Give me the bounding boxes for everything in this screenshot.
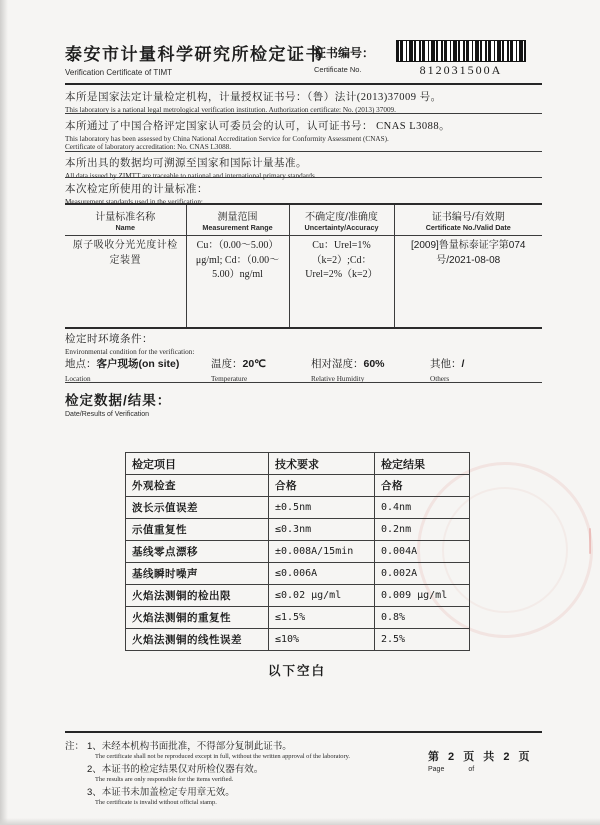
page-word: Page bbox=[428, 766, 445, 773]
environment-heading-cn: 检定时环境条件： bbox=[65, 334, 153, 345]
result-cell: 2.5% bbox=[375, 629, 470, 651]
environment-temperature bbox=[211, 354, 266, 383]
col-label-en: Name bbox=[115, 223, 136, 232]
barcode-icon bbox=[397, 41, 525, 61]
certificate-no-label-en: Certificate No. bbox=[314, 65, 362, 74]
environment-values-row bbox=[65, 354, 542, 383]
note-2-en: The results are only responsible for the items verified. bbox=[95, 776, 234, 783]
blank-below-note: 以下空白 bbox=[267, 664, 326, 678]
requirement-cell: ≤0.006A bbox=[269, 563, 375, 585]
results-heading bbox=[65, 389, 171, 418]
note-2-cn: 2、本证书的检定结果仅对所检仪器有效。 bbox=[87, 764, 264, 775]
col-label-en: Uncertainty/Accuracy bbox=[304, 223, 379, 232]
standards-col-uncertainty bbox=[289, 204, 394, 236]
standard-certificate-cell: [2009]鲁量标泰证字第074号/2021-08-08 bbox=[394, 236, 542, 328]
page-number-en bbox=[428, 766, 533, 773]
item-cell: 火焰法测铜的重复性 bbox=[126, 607, 269, 629]
item-cell: 基线零点漂移 bbox=[126, 541, 269, 563]
standards-data-row bbox=[65, 236, 542, 328]
table-row bbox=[126, 497, 470, 519]
statement-traceability-cn: 本所出具的数据均可溯源至国家和国际计量基准。 bbox=[65, 158, 307, 169]
certificate-no-value: 812031500A bbox=[419, 63, 503, 77]
standards-col-range bbox=[186, 204, 289, 236]
statement-accreditation-cn: 本所通过了中国合格评定国家认可委员会的认可，认可证书号： CNAS L3088。 bbox=[65, 121, 451, 132]
col-label-en: Measurement Range bbox=[202, 223, 273, 232]
statement-traceability-en: All data issued by ZIMTT are traceable to national and international primary standards. bbox=[65, 172, 317, 180]
table-row bbox=[126, 475, 470, 497]
results-heading-cn: 检定数据/结果： bbox=[65, 393, 172, 408]
item-cell: 火焰法测铜的线性误差 bbox=[126, 629, 269, 651]
requirement-cell: ±0.008A/15min bbox=[269, 541, 375, 563]
item-cell: 波长示值误差 bbox=[126, 497, 269, 519]
results-heading-en: Date/Results of Verification bbox=[65, 411, 150, 418]
statement-accreditation bbox=[65, 118, 542, 151]
item-cell: 外观检查 bbox=[126, 475, 269, 497]
statement-accreditation-en2: Certificate of laboratory accreditation: No. CNAS L3088. bbox=[65, 143, 232, 151]
page-title-block bbox=[65, 40, 324, 77]
location-label: 地点： bbox=[65, 358, 97, 370]
certificate-no-block bbox=[397, 41, 525, 78]
note-1-en: The certificate shall not be reproduced except in full, without the written approval of the laboratory. bbox=[95, 753, 350, 760]
result-cell: 0.009 μg/ml bbox=[375, 585, 470, 607]
divider bbox=[65, 177, 542, 178]
note-1-cn: 1、未经本机构书面批准，不得部分复制此证书。 bbox=[87, 741, 292, 752]
environment-heading bbox=[65, 331, 194, 356]
table-row bbox=[126, 541, 470, 563]
note-3-en: The certificate is invalid without official stamp. bbox=[95, 799, 217, 806]
col-label: 测量范围 bbox=[217, 212, 258, 223]
table-row bbox=[126, 519, 470, 541]
result-cell: 0.2nm bbox=[375, 519, 470, 541]
temperature-label-en: Temperature bbox=[211, 375, 248, 383]
item-cell: 示值重复性 bbox=[126, 519, 269, 541]
statement-authorization-en: This laboratory is a national legal metrological verification institution. Authorization certificate: No. (2013) 37009. bbox=[65, 106, 396, 114]
others-value: / bbox=[461, 358, 465, 370]
notes-list bbox=[87, 738, 350, 807]
environment-others bbox=[430, 354, 464, 383]
others-label-en: Others bbox=[430, 375, 450, 383]
humidity-value: 60% bbox=[363, 358, 385, 370]
page-number bbox=[428, 748, 533, 773]
col-label: 不确定度/准确度 bbox=[305, 212, 378, 223]
of-word: of bbox=[468, 766, 475, 773]
col-label: 证书编号/有效期 bbox=[431, 212, 505, 223]
item-cell: 火焰法测铜的检出限 bbox=[126, 585, 269, 607]
page-number-cn: 第 2 页 共 2 页 bbox=[428, 751, 533, 763]
page-title-en: Verification Certificate of TIMT bbox=[65, 68, 172, 77]
requirement-cell: ≤0.3nm bbox=[269, 519, 375, 541]
temperature-value: 20℃ bbox=[242, 358, 266, 370]
requirement-cell: ≤0.02 μg/ml bbox=[269, 585, 375, 607]
statement-accreditation-en1: This laboratory has been assessed by China National Accreditation Service for Conformity Assessment (CNAS). bbox=[65, 135, 389, 143]
certificate-no-label-block bbox=[314, 44, 374, 74]
requirement-cell: 合格 bbox=[269, 475, 375, 497]
standards-table bbox=[65, 203, 542, 329]
environment-heading-en: Environmental condition for the verification: bbox=[65, 348, 195, 356]
table-row bbox=[126, 607, 470, 629]
divider bbox=[65, 151, 542, 152]
table-row bbox=[126, 585, 470, 607]
standard-name-cell: 原子吸收分光光度计检定装置 bbox=[72, 240, 178, 266]
table-row bbox=[126, 563, 470, 585]
environment-location bbox=[65, 354, 179, 383]
result-cell: 0.002A bbox=[375, 563, 470, 585]
note-3-cn: 3、本证书未加盖检定专用章无效。 bbox=[87, 787, 235, 798]
standards-header-row bbox=[65, 204, 542, 236]
stamp-edge-mark bbox=[589, 528, 591, 554]
others-label: 其他： bbox=[430, 358, 462, 370]
certificate-no-label: 证书编号： bbox=[314, 46, 375, 60]
header-divider bbox=[65, 83, 542, 85]
result-cell: 0.4nm bbox=[375, 497, 470, 519]
humidity-label: 相对湿度： bbox=[311, 358, 364, 370]
item-cell: 基线瞬时噪声 bbox=[126, 563, 269, 585]
location-label-en: Location bbox=[65, 375, 91, 383]
statement-authorization bbox=[65, 89, 542, 114]
result-cell: 合格 bbox=[375, 475, 470, 497]
standard-uncertainty-cell: Cu：Urel=1%（k=2）;Cd：Urel=2%（k=2） bbox=[289, 236, 394, 328]
standards-col-name bbox=[65, 204, 186, 236]
standard-range-cell: Cu：（0.00～5.00）μg/ml; Cd：（0.00～5.00）ng/ml bbox=[186, 236, 289, 328]
requirement-cell: ≤10% bbox=[269, 629, 375, 651]
page-title: 泰安市计量科学研究所检定证书 bbox=[65, 45, 324, 64]
statement-authorization-cn: 本所是国家法定计量检定机构，计量授权证书号：（鲁）法计(2013)37009 号。 bbox=[65, 92, 442, 103]
requirement-cell: ±0.5nm bbox=[269, 497, 375, 519]
standards-heading-en: Measurement standards used in the verification: bbox=[65, 198, 203, 206]
notes-prefix: 注： bbox=[65, 741, 85, 752]
standards-heading-cn: 本次检定所使用的计量标准： bbox=[65, 184, 208, 195]
col-label: 计量标准名称 bbox=[95, 212, 156, 223]
result-cell: 0.8% bbox=[375, 607, 470, 629]
results-col-item: 检定项目 bbox=[126, 453, 269, 475]
temperature-label: 温度： bbox=[211, 358, 243, 370]
environment-humidity bbox=[311, 354, 385, 383]
results-header-row bbox=[126, 453, 470, 475]
requirement-cell: ≤1.5% bbox=[269, 607, 375, 629]
standards-col-certificate bbox=[394, 204, 542, 236]
divider bbox=[65, 113, 542, 114]
results-col-result: 检定结果 bbox=[375, 453, 470, 475]
result-cell: 0.004A bbox=[375, 541, 470, 563]
results-col-requirement: 技术要求 bbox=[269, 453, 375, 475]
location-value: 客户现场(on site) bbox=[96, 358, 180, 370]
col-label-en: Certificate No./Valid Date bbox=[425, 223, 511, 232]
humidity-label-en: Relative Humidity bbox=[311, 375, 365, 383]
results-table bbox=[125, 452, 470, 651]
table-row bbox=[126, 629, 470, 651]
